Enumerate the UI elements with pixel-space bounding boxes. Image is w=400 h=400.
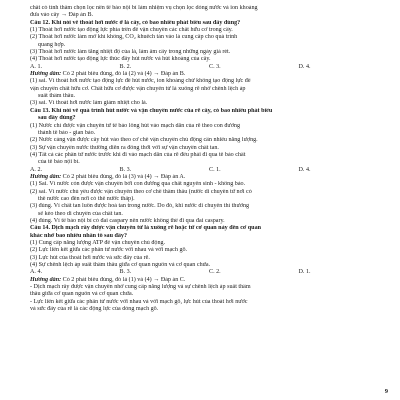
statement: (3) Sự vận chuyển nước thường diễn ra đồng thời với sự vận chuyển chất tan.	[30, 144, 219, 151]
statement: (3) Thoát hơi nước làm tăng nhiệt độ của lá, làm ấm cây trong những ngày giá rét.	[30, 49, 231, 56]
explanation: (3) đúng. Vì chất tan luôn được hoà tan trong nước. Do đó, khi nước di chuyển thì thường	[30, 203, 250, 210]
explanation: vận chuyển chất hữu cơ. Chất hữu cơ được vận chuyển từ lá xuống rễ nhờ chênh lệch áp	[30, 85, 246, 92]
statement: (4) Sự chênh lệch áp suất thẩm thấu giữa cơ quan nguồn và cơ quan chứa.	[30, 262, 211, 269]
text-line: đưa vào cây → Đáp án B.	[30, 12, 94, 19]
guide-label: Hướng dẫn:	[30, 71, 62, 78]
explanation: và sức đẩy của rễ là các động lực của dòng mạch gỗ.	[30, 306, 159, 313]
explanation: (3) sai. Vì thoát hơi nước làm giảm nhiệt cho lá.	[30, 100, 148, 107]
question-13-title-cont: sau đây đúng?	[38, 115, 76, 122]
question-14-title-cont: khác nhờ bao nhiêu nhân tố sau đây?	[30, 232, 128, 239]
explanation: (2) sai. Vì nước chủ yếu được vận chuyển theo cơ chế thẩm thấu (nước di chuyển từ nơi có	[30, 188, 252, 195]
guide-label: Hướng dẫn:	[30, 173, 62, 180]
answer-options	[30, 269, 388, 276]
explanation: - Dịch mạch rây được vận chuyển nhờ cung cấp năng lượng và sự chênh lệch áp suất thẩm	[30, 284, 251, 291]
guide-answer: Có 2 phát biểu đúng, đó là (1) và (4) → Đáp án C.	[61, 276, 186, 283]
option-a: A. 4.	[30, 269, 43, 276]
statement: (1) Cung cấp năng lượng ATP để vận chuyển chủ động.	[30, 240, 166, 246]
statement: (3) Lực hút của thoát hơi nước và sức đẩy của rễ.	[30, 254, 150, 261]
statement: quang hợp.	[38, 41, 66, 48]
statement: (1) Nước chỉ được vận chuyển từ tế bào lông hút vào mạch dẫn của rễ theo con đường	[30, 122, 241, 129]
question-14-title: Câu 14. Dịch mạch rây được vận chuyển từ lá xuống rễ hoặc từ cơ quan này đến cơ quan	[30, 225, 262, 232]
question-13-title: Câu 13. Khi nói về quá trình hút nước và vận chuyển nước của rễ cây, có bao nhiêu phát biểu	[30, 107, 273, 114]
answer-options	[30, 64, 388, 71]
explanation: thấu giữa cơ quan nguồn và cơ quan chứa.	[30, 291, 134, 298]
option-a: A. 1.	[30, 63, 43, 70]
statement: (2) Thoát hơi nước làm mở khí khổng, CO₂ khuếch tán vào lá cung cấp cho quá trình	[30, 34, 238, 41]
option-b: B. 2.	[119, 63, 132, 70]
explanation: sẽ kéo theo di chuyển của chất tan.	[38, 210, 123, 217]
explanation: (1) sai. Vì thoát hơi nước tạo động lực để hút nước, ion khoáng chứ không tạo động lực để	[30, 78, 251, 85]
option-d: D. 4.	[298, 166, 311, 173]
explanation: (4) đúng. Vì tế bào nội bì có đai caspary nên nước không thể đi qua đai caspary.	[30, 217, 225, 224]
text-line: chất có tính thẩm chọn lọc nên tế bào nội bì làm nhiệm vụ chọn lọc dòng nước và ion khoáng	[30, 5, 258, 11]
explanation: (1) Sai. Vì nước còn được vận chuyển bởi con đường qua chất nguyên sinh - không bào.	[30, 181, 246, 188]
statement: (2) Nước càng vận được cây hút vào theo cơ chế vận chuyển chủ động cần nhiều năng lượng.	[30, 137, 258, 144]
answer-options	[30, 167, 388, 174]
explanation: - Lực liên kết giữa các phân tử nước với nhau và với mạch gỗ, lực hút của thoát hơi nước	[30, 298, 248, 305]
statement: thành tế bào - gian bào.	[38, 129, 96, 136]
option-d: D. 1.	[298, 269, 311, 276]
option-a: A. 2.	[30, 166, 43, 173]
guide-line	[30, 277, 388, 284]
guide-answer: Có 2 phát biểu đúng, đó là (3) và (4) → Đáp án A.	[61, 173, 186, 180]
option-c: C. 2.	[209, 269, 221, 276]
statement: (4) Thoát hơi nước tạo động lực thúc đẩy hút nước và hút khoáng của cây.	[30, 56, 211, 63]
option-c: C. 1.	[209, 166, 221, 173]
statement: (4) Tất cả các phân tử nước trước khi đi vào mạch dẫn của rễ đều phải đi qua tế bào chất	[30, 151, 246, 158]
explanation: suất thẩm thấu.	[38, 93, 76, 100]
guide-line	[30, 71, 388, 78]
statement: (2) Lực liên kết giữa các phân tử nước với nhau và với mạch gỗ.	[30, 247, 188, 254]
explanation: thế nước cao đến nơi có thế nước thấp).	[38, 195, 135, 202]
page-number: 9	[384, 387, 388, 395]
option-b: B. 3.	[119, 166, 132, 173]
statement: (1) Thoát hơi nước tạo động lực phía trên để vận chuyển các chất hữu cơ trong cây.	[30, 27, 233, 34]
guide-answer: Có 2 phát biểu đúng, đó là (2) và (4) → Đáp án B.	[61, 71, 186, 78]
option-b: B. 3.	[119, 269, 132, 276]
guide-line	[30, 174, 388, 181]
option-c: C. 3.	[209, 63, 221, 70]
statement: của tế bào nội bì.	[38, 159, 80, 166]
guide-label: Hướng dẫn:	[30, 276, 62, 283]
question-12-title: Câu 12. Khi nói về thoát hơi nước ở lá cây, có bao nhiêu phát biểu sau đây đúng?	[30, 19, 241, 26]
option-d: D. 4.	[298, 63, 311, 70]
